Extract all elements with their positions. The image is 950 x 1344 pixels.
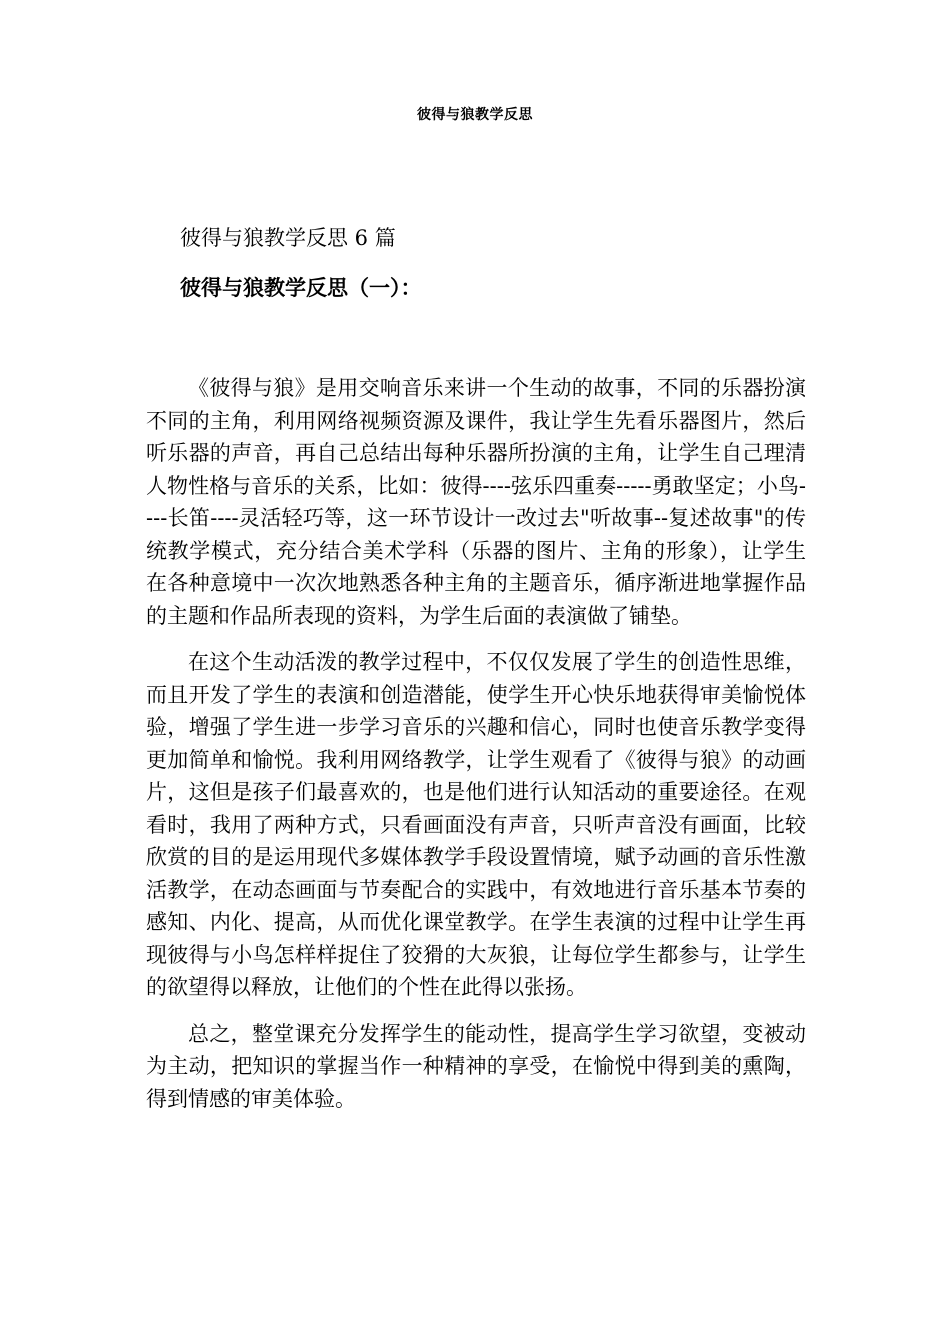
section-heading: 彼得与狼教学反思（一）：	[180, 275, 422, 300]
paragraph-1: 《彼得与狼》是用交响音乐来讲一个生动的故事，不同的乐器扮演不同的主角，利用网络视频资源及课件，我让学生先看乐器图片，然后听乐器的声音，再自己总结出每种乐器所扮演的主角，让学生自己理清人物性格与音乐的关系，比如：彼得----弦乐四重奏-----勇敢坚定；小鸟----长笛----灵活轻巧等，这一环节设计一改过去"听故事--复述故事"的传统教学模式，充分结合美术学科（乐器的图片、主角的形象），让学生在各种意境中一次次地熟悉各种主角的主题音乐，循序渐进地掌握作品的主题和作品所表现的资料，为学生后面的表演做了铺垫。	[146, 376, 806, 628]
document-body	[146, 222, 806, 1115]
document-title: 彼得与狼教学反思 6 篇	[180, 226, 396, 250]
paragraph-3: 总之，整堂课充分发挥学生的能动性，提高学生学习欲望，变被动为主动，把知识的掌握当作一种精神的享受，在愉悦中得到美的熏陶，得到情感的审美体验。	[146, 1021, 806, 1111]
paragraph-2: 在这个生动活泼的教学过程中，不仅仅发展了学生的创造性思维，而且开发了学生的表演和创造潜能，使学生开心快乐地获得审美愉悦体验，增强了学生进一步学习音乐的兴趣和信心，同时也使音乐教学变得更加简单和愉悦。我利用网络教学，让学生观看了《彼得与狼》的动画片，这但是孩子们最喜欢的，也是他们进行认知活动的重要途径。在观看时，我用了两种方式，只看画面没有声音，只听声音没有画面，比较欣赏的目的是运用现代多媒体教学手段设置情境，赋予动画的音乐性激活教学，在动态画面与节奏配合的实践中，有效地进行音乐基本节奏的感知、内化、提高，从而优化课堂教学。在学生表演的过程中让学生再现彼得与小鸟怎样样捉住了狡猾的大灰狼，让每位学生都参与，让学生的欲望得以释放，让他们的个性在此得以张扬。	[146, 650, 806, 999]
running-header: 彼得与狼教学反思	[417, 107, 533, 123]
